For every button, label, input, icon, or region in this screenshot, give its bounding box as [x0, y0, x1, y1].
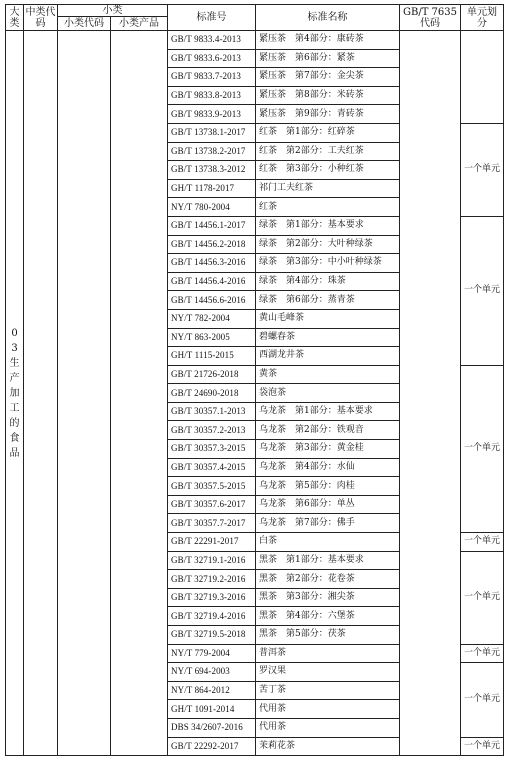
std-name: 红茶 第3部分：小种红茶 — [256, 161, 400, 180]
std-name: 乌龙茶 第7部分：佛手 — [256, 514, 400, 533]
unit-cell-blank — [461, 31, 504, 124]
std-name: 乌龙茶 第6部分：单丛 — [256, 495, 400, 514]
unit-division-cell: 一个单元 — [461, 533, 504, 552]
std-name: 绿茶 第1部分：基本要求 — [256, 216, 400, 235]
header-zhonglei-code: 中类代码 — [25, 6, 56, 29]
std-name: 袋泡茶 — [256, 384, 400, 403]
std-code: GB/T 24690-2018 — [168, 384, 256, 403]
std-code: NY/T 864-2012 — [168, 681, 256, 700]
header-gbt-code: GB/T 7635代码 — [400, 5, 461, 31]
std-name: 绿茶 第6部分：蒸青茶 — [256, 291, 400, 310]
std-name: 黄山毛峰茶 — [256, 309, 400, 328]
std-code: GB/T 22291-2017 — [168, 533, 256, 552]
std-code: NY/T 782-2004 — [168, 309, 256, 328]
std-code: GB/T 9833.6-2013 — [168, 49, 256, 68]
std-code: GB/T 22292-2017 — [168, 737, 256, 756]
zhonglei-code-cell — [24, 31, 58, 756]
std-name: 祁门工夫红茶 — [256, 179, 400, 198]
std-name: 紧压茶 第9部分：青砖茶 — [256, 105, 400, 124]
std-code: GB/T 32719.2-2016 — [168, 570, 256, 589]
std-name: 乌龙茶 第5部分：肉桂 — [256, 477, 400, 496]
header-std-no: 标准号 — [168, 5, 256, 31]
unit-division-cell: 一个单元 — [461, 644, 504, 663]
xiaolei-code-cell — [58, 31, 111, 756]
std-code: DBS 34/2607-2016 — [168, 718, 256, 737]
header-dalei: 大类 — [6, 5, 24, 31]
unit-division-cell: 一个单元 — [461, 365, 504, 532]
std-code: GB/T 30357.7-2017 — [168, 514, 256, 533]
std-name: 普洱茶 — [256, 644, 400, 663]
std-name: 紧压茶 第8部分：米砖茶 — [256, 86, 400, 105]
std-name: 乌龙茶 第1部分：基本要求 — [256, 402, 400, 421]
std-name: 绿茶 第2部分：大叶种绿茶 — [256, 235, 400, 254]
std-code: GB/T 21726-2018 — [168, 365, 256, 384]
std-name: 紧压茶 第6部分：紧茶 — [256, 49, 400, 68]
unit-division-cell: 一个单元 — [461, 737, 504, 756]
unit-division-cell: 一个单元 — [461, 663, 504, 737]
std-name: 红茶 第1部分：红碎茶 — [256, 123, 400, 142]
unit-division-cell: 一个单元 — [461, 216, 504, 365]
std-code: GB/T 32719.5-2018 — [168, 626, 256, 645]
std-code: NY/T 863-2005 — [168, 328, 256, 347]
std-name: 黑茶 第3部分：湘尖茶 — [256, 588, 400, 607]
std-name: 乌龙茶 第2部分：铁观音 — [256, 421, 400, 440]
std-name: 茉莉花茶 — [256, 737, 400, 756]
std-code: GB/T 30357.2-2013 — [168, 421, 256, 440]
std-name: 碧螺春茶 — [256, 328, 400, 347]
std-name: 紧压茶 第4部分：康砖茶 — [256, 31, 400, 50]
std-code: NY/T 780-2004 — [168, 198, 256, 217]
std-code: GB/T 9833.7-2013 — [168, 68, 256, 87]
std-code: GB/T 13738.1-2017 — [168, 123, 256, 142]
std-code: GB/T 13738.3-2012 — [168, 161, 256, 180]
dalei-cell: 03生产加工的食品 — [6, 31, 24, 756]
std-code: GB/T 30357.1-2013 — [168, 402, 256, 421]
header-xiaolei: 小类 — [58, 5, 168, 17]
header-xiaolei-product: 小类产品 — [111, 17, 168, 31]
std-name: 绿茶 第3部分：中小叶种绿茶 — [256, 254, 400, 273]
std-name: 代用茶 — [256, 700, 400, 719]
std-name: 红茶 第2部分：工夫红茶 — [256, 142, 400, 161]
std-code: GB/T 14456.6-2016 — [168, 291, 256, 310]
std-name: 黑茶 第1部分：基本要求 — [256, 551, 400, 570]
std-code: GB/T 9833.4-2013 — [168, 31, 256, 50]
std-code: GB/T 30357.5-2015 — [168, 477, 256, 496]
table-body — [6, 31, 504, 756]
std-code: GB/T 30357.3-2015 — [168, 440, 256, 459]
unit-division-cell: 一个单元 — [461, 123, 504, 216]
standards-table — [5, 4, 504, 756]
header-unit-division: 单元划分 — [461, 5, 504, 31]
std-name: 黑茶 第2部分：花卷茶 — [256, 570, 400, 589]
std-name: 黑茶 第5部分：茯茶 — [256, 626, 400, 645]
std-code: GB/T 32719.4-2016 — [168, 607, 256, 626]
std-code: GB/T 32719.1-2016 — [168, 551, 256, 570]
std-name: 乌龙茶 第4部分：水仙 — [256, 458, 400, 477]
gbt-code-cell — [400, 31, 461, 756]
header-xiaolei-code: 小类代码 — [58, 17, 111, 31]
std-code: GB/T 32719.3-2016 — [168, 588, 256, 607]
std-name: 黄茶 — [256, 365, 400, 384]
table-header — [6, 5, 504, 31]
std-name: 绿茶 第4部分：珠茶 — [256, 272, 400, 291]
std-code: GH/T 1115-2015 — [168, 347, 256, 366]
std-code: GB/T 14456.2-2018 — [168, 235, 256, 254]
std-code: GH/T 1178-2017 — [168, 179, 256, 198]
unit-division-cell: 一个单元 — [461, 551, 504, 644]
std-code: GB/T 9833.9-2013 — [168, 105, 256, 124]
std-code: GB/T 14456.1-2017 — [168, 216, 256, 235]
std-name: 苦丁茶 — [256, 681, 400, 700]
std-code: GB/T 14456.4-2016 — [168, 272, 256, 291]
std-name: 乌龙茶 第3部分：黄金桂 — [256, 440, 400, 459]
std-name: 罗汉果 — [256, 663, 400, 682]
std-code: GB/T 30357.6-2017 — [168, 495, 256, 514]
std-code: GH/T 1091-2014 — [168, 700, 256, 719]
std-code: GB/T 14456.3-2016 — [168, 254, 256, 273]
std-name: 西湖龙井茶 — [256, 347, 400, 366]
std-name: 代用茶 — [256, 718, 400, 737]
std-code: GB/T 13738.2-2017 — [168, 142, 256, 161]
std-code: GB/T 9833.8-2013 — [168, 86, 256, 105]
std-code: GB/T 30357.4-2015 — [168, 458, 256, 477]
header-std-name: 标准名称 — [256, 5, 400, 31]
std-code: NY/T 779-2004 — [168, 644, 256, 663]
std-name: 紧压茶 第7部分：金尖茶 — [256, 68, 400, 87]
std-code: NY/T 694-2003 — [168, 663, 256, 682]
std-name: 黑茶 第4部分：六堡茶 — [256, 607, 400, 626]
table-row — [6, 31, 504, 50]
std-name: 白茶 — [256, 533, 400, 552]
xiaolei-product-cell — [111, 31, 168, 756]
std-name: 红茶 — [256, 198, 400, 217]
